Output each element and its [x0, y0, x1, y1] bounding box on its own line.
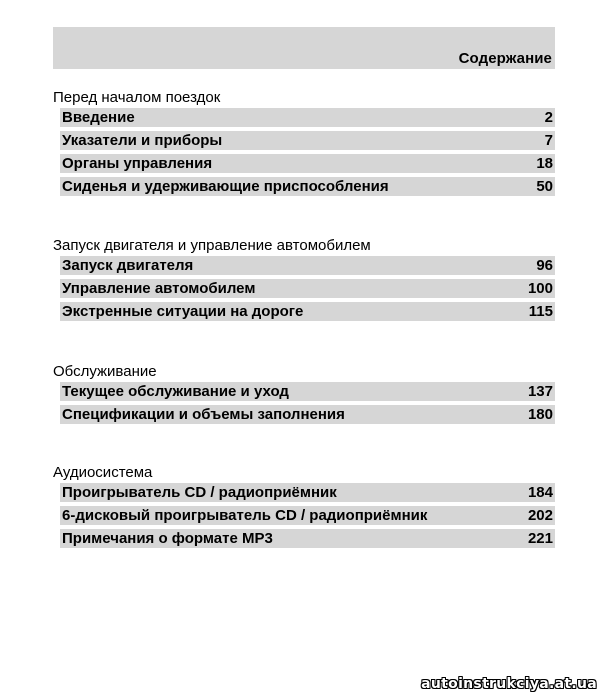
toc-entry-page: 115 [528, 303, 553, 320]
toc-entry-label: 6-дисковый проигрыватель CD / радиоприёмник [62, 507, 428, 524]
toc-entry-label: Спецификации и объемы заполнения [62, 406, 345, 423]
toc-entry-label: Проигрыватель CD / радиоприёмник [62, 484, 337, 501]
toc-entry[interactable] [60, 108, 555, 127]
toc-entry[interactable] [60, 279, 555, 298]
page-title: Содержание [458, 50, 552, 67]
section-title: Обслуживание [53, 363, 157, 380]
toc-entry[interactable] [60, 405, 555, 424]
toc-entry-page: 221 [527, 530, 553, 547]
toc-section-audio [53, 463, 555, 552]
toc-entry[interactable] [60, 256, 555, 275]
toc-entry-page: 18 [536, 155, 553, 172]
toc-entry-page: 50 [536, 178, 553, 195]
toc-section-before-driving [53, 88, 555, 200]
toc-entry-label: Органы управления [62, 155, 213, 172]
toc-entry-page: 7 [544, 132, 553, 149]
toc-entry[interactable] [60, 382, 555, 401]
toc-entry[interactable] [60, 177, 555, 196]
watermark: autoinstrukciya.at.ua [421, 676, 597, 692]
toc-entry[interactable] [60, 154, 555, 173]
section-title: Запуск двигателя и управление автомобилем [53, 237, 371, 254]
toc-entry-label: Указатели и приборы [62, 132, 223, 149]
toc-entry-page: 96 [536, 257, 553, 274]
toc-entry-label: Сиденья и удерживающие приспособления [62, 178, 389, 195]
toc-entry-label: Запуск двигателя [62, 257, 194, 274]
toc-entry-label: Введение [62, 109, 135, 126]
toc-section-maintenance [53, 362, 555, 428]
toc-entry-label: Экстренные ситуации на дороге [62, 303, 304, 320]
toc-entry-page: 180 [527, 406, 553, 423]
toc-entry-page: 2 [544, 109, 553, 126]
toc-entry-label: Текущее обслуживание и уход [62, 383, 289, 400]
toc-section-engine-start [53, 236, 555, 325]
header-bar [53, 27, 555, 69]
section-title: Аудиосистема [53, 464, 153, 481]
toc-entry[interactable] [60, 483, 555, 502]
toc-entry-page: 100 [527, 280, 553, 297]
section-title: Перед началом поездок [53, 89, 221, 106]
toc-entry-label: Примечания о формате MP3 [62, 530, 273, 547]
toc-entry[interactable] [60, 506, 555, 525]
toc-entry-page: 184 [527, 484, 553, 501]
toc-entry-page: 202 [527, 507, 553, 524]
toc-entry-label: Управление автомобилем [62, 280, 256, 297]
toc-entry[interactable] [60, 529, 555, 548]
toc-entry[interactable] [60, 131, 555, 150]
toc-entry[interactable] [60, 302, 555, 321]
toc-entry-page: 137 [527, 383, 553, 400]
